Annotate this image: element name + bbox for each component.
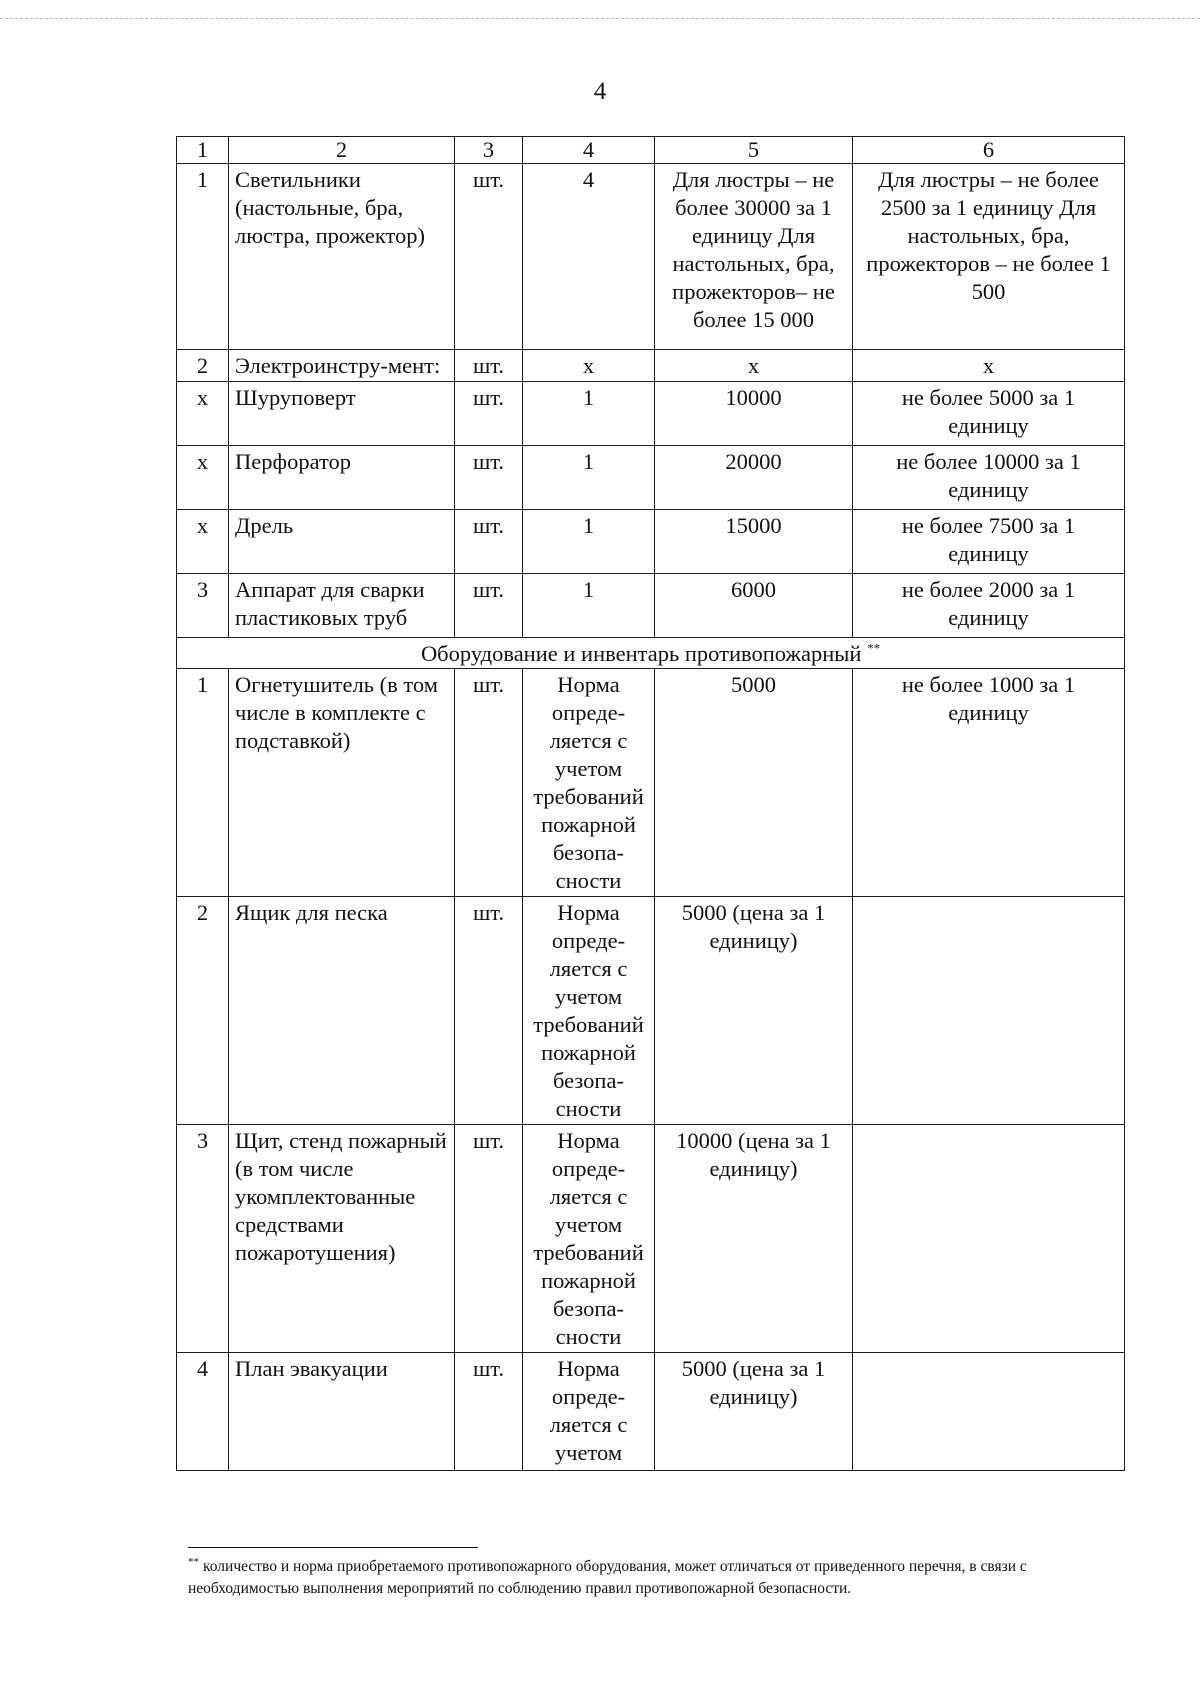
item-limit: не более 1000 за 1 единицу [853, 669, 1125, 897]
item-price: Для люстры – не более 30000 за 1 единицу Для настольных, бра, прожекторов– не более 15 000 [655, 164, 853, 350]
footnote-separator [188, 1547, 478, 1548]
item-name: Огнетушитель (в том числе в комплекте с подставкой) [229, 669, 455, 897]
item-name: Светильники (настольные, бра, люстра, прожектор) [229, 164, 455, 350]
item-name: Перфоратор [229, 446, 455, 510]
section-footnote-mark: ** [867, 640, 881, 656]
row-number: 4 [177, 1353, 229, 1471]
item-limit: не более 5000 за 1 единицу [853, 382, 1125, 446]
item-unit: шт. [455, 1125, 523, 1353]
table-row [177, 669, 1125, 897]
item-price: 6000 [655, 574, 853, 638]
section-title: Оборудование и инвентарь противопожарный [420, 641, 862, 666]
item-price: 5000 [655, 669, 853, 897]
item-limit: не более 2000 за 1 единицу [853, 574, 1125, 638]
item-name: План эвакуации [229, 1353, 455, 1471]
item-limit: Для люстры – не более 2500 за 1 единицу Для настольных, бра, прожекторов – не более 1 500 [853, 164, 1125, 350]
item-unit: шт. [455, 446, 523, 510]
row-number: 2 [177, 897, 229, 1125]
item-limit: не более 7500 за 1 единицу [853, 510, 1125, 574]
item-limit [853, 1125, 1125, 1353]
item-price: 10000 [655, 382, 853, 446]
item-quantity: х [523, 350, 655, 382]
item-price: 15000 [655, 510, 853, 574]
item-quantity: Норма опреде-ляется с учетом [523, 1353, 655, 1471]
table-header-row [177, 137, 1125, 164]
item-name: Дрель [229, 510, 455, 574]
item-unit: шт. [455, 669, 523, 897]
footnote-mark: ** [188, 1555, 199, 1568]
table-row [177, 897, 1125, 1125]
column-header: 2 [229, 137, 455, 164]
item-quantity: Норма опреде-ляется с учетом требований пожарной безопа-сности [523, 1125, 655, 1353]
item-price: 10000 (цена за 1 единицу) [655, 1125, 853, 1353]
item-unit: шт. [455, 510, 523, 574]
item-unit: шт. [455, 164, 523, 350]
item-price: 5000 (цена за 1 единицу) [655, 897, 853, 1125]
table-row [177, 350, 1125, 382]
item-quantity: 4 [523, 164, 655, 350]
column-header: 6 [853, 137, 1125, 164]
row-number: 1 [177, 164, 229, 350]
table-row [177, 1125, 1125, 1353]
item-quantity: Норма опреде-ляется с учетом требований пожарной безопа-сности [523, 897, 655, 1125]
row-number: 3 [177, 1125, 229, 1353]
row-number: х [177, 446, 229, 510]
column-header: 5 [655, 137, 853, 164]
scan-edge-line [0, 18, 1200, 19]
item-unit: шт. [455, 574, 523, 638]
row-number: 1 [177, 669, 229, 897]
item-limit: не более 10000 за 1 единицу [853, 446, 1125, 510]
table-row [177, 446, 1125, 510]
section-row [177, 638, 1125, 669]
row-number: х [177, 510, 229, 574]
footnote-text: количество и норма приобретаемого противопожарного оборудования, может отличаться от приведенного перечня, в связи с необходимостью выполнения мероприятий по соблюдению правил противопожарной безопасности. [188, 1558, 1027, 1597]
column-header: 1 [177, 137, 229, 164]
footnote [188, 1556, 1128, 1600]
column-header: 4 [523, 137, 655, 164]
row-number: 2 [177, 350, 229, 382]
item-unit: шт. [455, 350, 523, 382]
item-quantity: 1 [523, 574, 655, 638]
item-price: 5000 (цена за 1 единицу) [655, 1353, 853, 1471]
item-quantity: 1 [523, 382, 655, 446]
item-name: Ящик для песка [229, 897, 455, 1125]
item-name: Щит, стенд пожарный (в том числе укомплектованные средствами пожаротушения) [229, 1125, 455, 1353]
item-price: х [655, 350, 853, 382]
item-name: Аппарат для сварки пластиковых труб [229, 574, 455, 638]
row-number: х [177, 382, 229, 446]
item-quantity: 1 [523, 510, 655, 574]
table-row [177, 382, 1125, 446]
equipment-table [176, 136, 1125, 1471]
row-number: 3 [177, 574, 229, 638]
table-row [177, 574, 1125, 638]
item-unit: шт. [455, 1353, 523, 1471]
table-row [177, 164, 1125, 350]
item-quantity: 1 [523, 446, 655, 510]
item-unit: шт. [455, 382, 523, 446]
column-header: 3 [455, 137, 523, 164]
item-name: Шуруповерт [229, 382, 455, 446]
item-unit: шт. [455, 897, 523, 1125]
item-name: Электроинстру-мент: [229, 350, 455, 382]
item-price: 20000 [655, 446, 853, 510]
table-row [177, 510, 1125, 574]
item-limit: х [853, 350, 1125, 382]
table-row [177, 1353, 1125, 1471]
item-quantity: Норма опреде-ляется с учетом требований пожарной безопа-сности [523, 669, 655, 897]
page-number: 4 [593, 78, 607, 105]
item-limit [853, 897, 1125, 1125]
section-title-cell [177, 638, 1125, 669]
item-limit [853, 1353, 1125, 1471]
